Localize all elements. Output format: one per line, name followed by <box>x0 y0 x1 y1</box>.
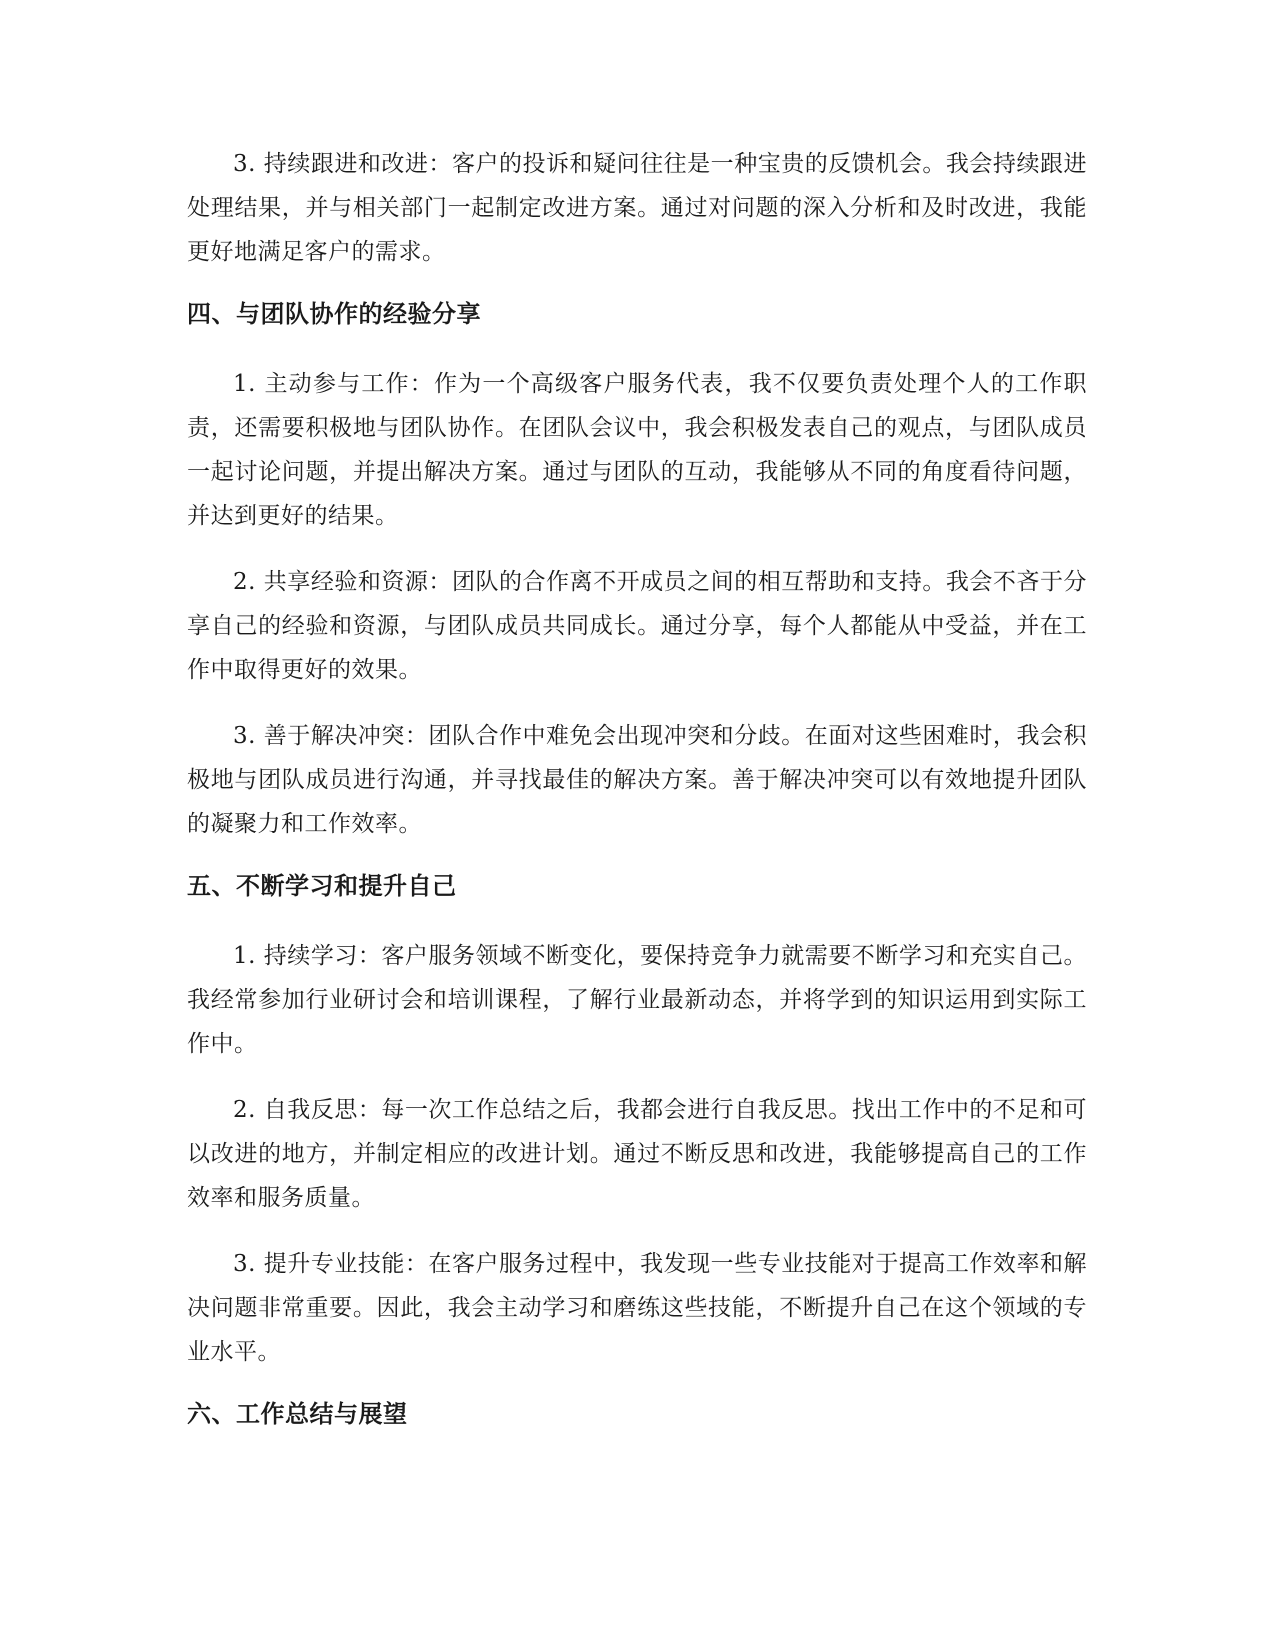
paragraph-active-participation: 1. 主动参与工作：作为一个高级客户服务代表，我不仅要负责处理个人的工作职责，还需要积极地与团队协作。在团队会议中，我会积极发表自己的观点，与团队成员一起讨论问题，并提出解决方案。通过与团队的互动，我能够从不同的角度看待问题，并达到更好的结果。 <box>187 371 1087 529</box>
paragraph-resolve-conflict: 3. 善于解决冲突：团队合作中难免会出现冲突和分歧。在面对这些困难时，我会积极地与团队成员进行沟通，并寻找最佳的解决方案。善于解决冲突可以有效地提升团队的凝聚力和工作效率。 <box>187 723 1087 837</box>
paragraph-self-reflection: 2. 自我反思：每一次工作总结之后，我都会进行自我反思。找出工作中的不足和可以改进的地方，并制定相应的改进计划。通过不断反思和改进，我能够提高自己的工作效率和服务质量。 <box>187 1097 1087 1211</box>
paragraph-professional-skills: 3. 提升专业技能：在客户服务过程中，我发现一些专业技能对于提高工作效率和解决问题非常重要。因此，我会主动学习和磨练这些技能，不断提升自己在这个领域的专业水平。 <box>187 1251 1087 1365</box>
document-page <box>187 142 1087 1462</box>
section-heading-learning: 五、不断学习和提升自己 <box>187 872 457 900</box>
paragraph-continuous-learning: 1. 持续学习：客户服务领域不断变化，要保持竞争力就需要不断学习和充实自己。我经常参加行业研讨会和培训课程，了解行业最新动态，并将学到的知识运用到实际工作中。 <box>187 943 1087 1057</box>
section-heading-teamwork: 四、与团队协作的经验分享 <box>187 300 481 328</box>
paragraph-share-experience: 2. 共享经验和资源：团队的合作离不开成员之间的相互帮助和支持。我会不吝于分享自己的经验和资源，与团队成员共同成长。通过分享，每个人都能从中受益，并在工作中取得更好的效果。 <box>187 569 1087 683</box>
paragraph-followup: 3. 持续跟进和改进：客户的投诉和疑问往往是一种宝贵的反馈机会。我会持续跟进处理结果，并与相关部门一起制定改进方案。通过对问题的深入分析和及时改进，我能更好地满足客户的需求。 <box>187 151 1087 265</box>
section-heading-summary: 六、工作总结与展望 <box>187 1400 408 1428</box>
